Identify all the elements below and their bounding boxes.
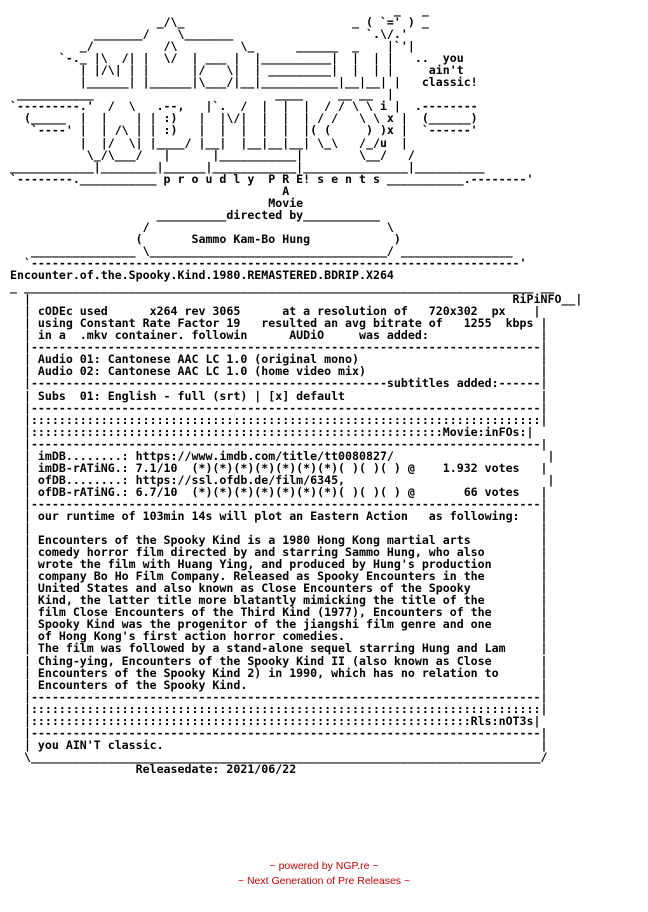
credits-powered-by: ~ powered by NGP.re ~ xyxy=(269,860,379,872)
release-notes-header: |:::::::::::::::::::::::::::::::::::::::::::::::::::::::::::::::::::::::::| |:::::::::::::::::::::::::::::::::::::::::::::::::::::::::::::::Rls:nOT3s| |-------------------------------------------------------------------------| xyxy=(23,701,548,740)
ripinfo-box-top: _ _________________________________________________________________________ __ | RiPiNFO__| xyxy=(10,280,583,307)
release-date: Releasedate: 2021/06/22 xyxy=(10,761,297,776)
movieinfo-header: |:::::::::::::::::::::::::::::::::::::::::::::::::::::::::::::::::::::::::| |:::::::::::::::::::::::::::::::::::::::::::::::::::::::::::Movie:inFOs:| |-------------------------------------------------------------------------| xyxy=(23,412,548,451)
credits-footer xyxy=(0,859,648,889)
header-ascii-art: _ _ _/\_ _ ( `=' ) _ _______/ \_______ `.\/.' _/ /\ \_ ______ _ |`'| `-._ |\ /| | \/ | ___ | |__________| | | | .. you | |/\| | | |/ \| | _________| | | | ain't |______| |______|\___/|__|___________|__|__| | classic! ___________ ____ __ __ | `---------.' / \ .--, |`. / | | | / / \ \ i | .-------- (_____ | | | | :) | |\/| | | | / / \ \ x | (______) `----' | | /\ | | :) | | | | | |( ( ) )x | `------' | |/ \| |____/ |__| |__|__|__| \_\ /_/u | \_/\___/ | |___________| \__/ / ____________|________|______|____________|_______________|__________ `--------.___________ p r o u d l y P R E! s e n t s ___________.--------' A Movie __________directed by___________ / \ ( Sammo Kam-Bo Hung ) _______________ \__________________________________/ ________________ `----------------------------------------------------------------------' xyxy=(10,3,534,270)
release-name: Encounter.of.the.Spooky.Kind.1980.REMASTERED.BDRIP.X264 xyxy=(10,268,394,283)
release-notes: | you AIN'T classic. | \_________________________________________________________________________/ xyxy=(23,737,548,764)
runtime-line: | our runtime of 103min 14s will plot an Eastern Action as following: | xyxy=(10,508,548,523)
plot-description: | | | Encounters of the Spooky Kind is a 1980 Hong Kong martial arts | | comedy horror film directed by and starring Sammo Hung, who also | | wrote the film with Huang Ying, and produced by Hung's production | | company Bo Ho Film Company. Released as Spooky Encounters in the | | United States and also known as Close Encounters of the Spooky | | Kind, the latter title more blatantly mimicking the title of the | | film Close Encounters of the Third Kind (1977), Encounters of the | | Spooky Kind was the progenitor of the jiangshi film genre and one | | of Hong Kong's first action horror comedies. | | The film was followed by a stand-alone sequel starring Hung and Lam | | Ching-ying, Encounters of the Spooky Kind II (also known as Close | | Encounters of the Spooky Kind 2) in 1990, which has no relation to | | Encounters of the Spooky Kind. | |-------------------------------------------------------------------------| xyxy=(23,521,548,704)
ripinfo-section: | cODEc used x264 rev 3065 at a resolution of 720x302 px | | using Constant Rate Factor 19 resulted an avg bitrate of 1255 kbps | | in a .mkv container. followin AUDiO was added: | |-------------------------------------------------------------------------| | Audio 01: Cantonese AAC LC 1.0 (original mono) | | Audio 02: Cantonese AAC LC 1.0 (home video mix) | |---------------------------------------------------subtitles added:------| | Subs 01: English - full (srt) | [x] default | |-------------------------------------------------------------------------| xyxy=(23,304,548,415)
ratings-section: | imDB........: https://www.imdb.com/title/tt0080827/ | | imDB-rATiNG.: 7.1/10 (*)(*)(*)(*)(*)(*)(*)( )( )( ) @ 1.932 votes | | ofDB........: https://ssl.ofdb.de/film/6345, | | ofDB-rATiNG.: 6.7/10 (*)(*)(*)(*)(*)(*)(*)( )( )( ) @ 66 votes | |-------------------------------------------------------------------------| xyxy=(23,448,555,511)
credits-tagline: ~ Next Generation of Pre Releases ~ xyxy=(237,875,411,887)
nfo-ascii-document xyxy=(10,4,582,775)
